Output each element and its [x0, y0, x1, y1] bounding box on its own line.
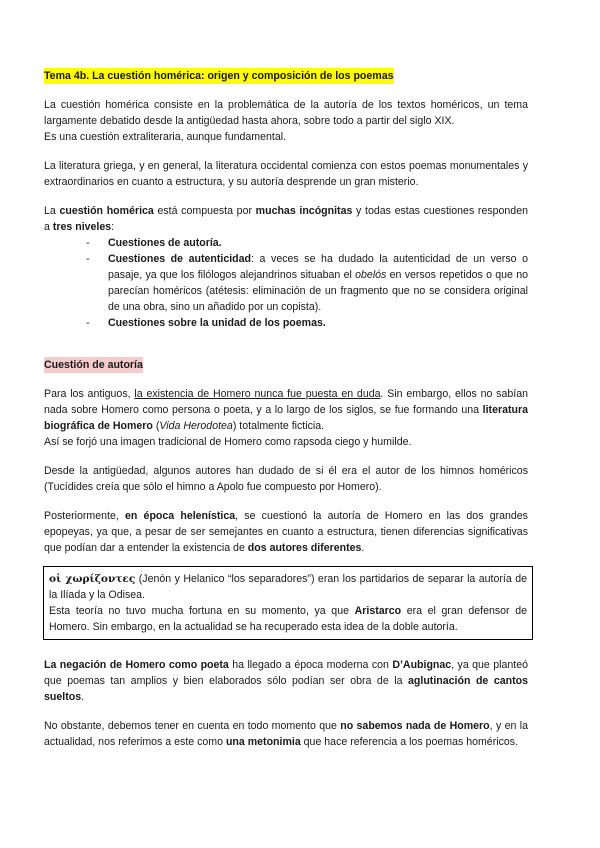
- text-run: que hace referencia a los poemas homéricos.: [300, 736, 519, 748]
- himnos-paragraph: Desde la antigüedad, algunos autores han dudado de si él era el autor de los himnos homéricos (Tucídides creía que sólo el himno a Apolo fue compuesto por Homero).: [44, 465, 528, 493]
- text-run: Esta teoría no tuvo mucha fortuna en su momento, ya que: [49, 605, 355, 617]
- italic-run: obelós: [355, 269, 387, 281]
- underlined-run: la existencia de Homero nunca fue puesta en duda: [134, 388, 381, 400]
- text-run: Así se forjó una imagen tradicional de Homero como rapsoda ciego y humilde.: [44, 436, 412, 448]
- text-run: . Sin embargo, ellos no sabían nada sobre Homero como persona o poeta, y a lo largo de los siglos, se fue formando una: [44, 388, 528, 416]
- list-item: [86, 315, 528, 331]
- bold-run: Aristarco: [354, 605, 402, 617]
- intro-line-1: La cuestión homérica consiste en la problemática de la autoría de los textos homéricos, un tema largamente debatido desde la antigüedad hasta ahora, sobre todo a partir del siglo XIX.: [44, 99, 528, 127]
- intro-paragraph: [44, 97, 528, 145]
- bold-run: aglutinación de cantos sueltos: [44, 675, 528, 703]
- page-title: Tema 4b. La cuestión homérica: origen y composición de los poemas: [44, 70, 394, 82]
- bold-run: una metonimia: [225, 736, 301, 748]
- title-line: [44, 68, 528, 84]
- intro-line-2: Es una cuestión extraliteraria, aunque fundamental.: [44, 131, 287, 143]
- separators-box: [43, 566, 533, 640]
- text-run: La: [44, 205, 60, 217]
- bold-run: dos autores diferentes: [247, 542, 362, 554]
- document-page: [44, 68, 528, 750]
- bold-run: Cuestiones de autenticidad: [108, 253, 252, 265]
- text-run: ha llegado a época moderna con: [228, 659, 393, 671]
- text-run: y todas estas cuestiones responden a: [44, 205, 528, 233]
- helenistica-paragraph: [44, 508, 528, 556]
- literature-paragraph: La literatura griega, y en general, la literatura occidental comienza con estos poemas monumentales y extraordinarios en cuanto a estructura, y su autoría desprende un gran misterio.: [44, 160, 528, 188]
- conclusion-paragraph: [44, 718, 528, 750]
- bold-run: en época helenística: [124, 510, 236, 522]
- bold-run: D’Aubignac: [392, 659, 452, 671]
- bold-run: literatura biográfica de Homero: [44, 404, 528, 432]
- bold-run: muchas incógnitas: [255, 205, 353, 217]
- text-run: (Jenón y Helanico “los separadores”) eran los partidarios de separar la autoría de la Ilíada y la Odisea.: [49, 573, 527, 601]
- bold-run: La negación de Homero como poeta: [44, 659, 229, 671]
- text-run: :: [111, 221, 115, 233]
- text-run: está compuesta por: [153, 205, 256, 217]
- antiguos-paragraph: [44, 386, 528, 450]
- italic-run: Vida Herodotea: [159, 420, 233, 432]
- text-run: No obstante, debemos tener en cuenta en todo momento que: [44, 720, 341, 732]
- text-run: , y en la actualidad, nos referimos a este como: [44, 720, 528, 748]
- section-heading: Cuestión de autoría: [44, 359, 143, 371]
- bold-run: Cuestiones sobre la unidad de los poemas.: [108, 317, 326, 329]
- bold-run: tres niveles: [52, 221, 112, 233]
- text-run: ) totalmente ficticia.: [232, 420, 325, 432]
- bold-run: Cuestiones de autoría.: [108, 237, 222, 249]
- text-run: .: [81, 691, 85, 703]
- greek-term: οἱ χωρίζοντες: [49, 573, 136, 585]
- bold-run: cuestión homérica: [59, 205, 154, 217]
- text-run: , se cuestionó la autoría de Homero en las dos grandes epopeyas, ya que, a pesar de ser semejantes en cuanto a estructura, tienen diferencias significativas que podían dar a entender la existencia de: [44, 510, 528, 554]
- questions-paragraph: [44, 203, 528, 235]
- bold-run: no sabemos nada de Homero: [340, 720, 490, 732]
- text-run: .: [361, 542, 365, 554]
- negacion-paragraph: [44, 657, 528, 705]
- box-paragraph: [49, 571, 527, 635]
- levels-list: [44, 235, 528, 331]
- text-run: era el gran defensor de Homero. Sin embargo, en la actualidad se ha recuperado esta idea de la doble autoría.: [49, 605, 527, 633]
- text-run: Posteriormente,: [44, 510, 125, 522]
- text-run: en versos repetidos o que no parecían homéricos (atétesis: eliminación de un fragmento que no se considera original de una obra, sino un añadido por un copista).: [108, 269, 528, 313]
- text-run: Para los antiguos,: [44, 388, 135, 400]
- list-item: [86, 251, 528, 315]
- section-heading-line: [44, 357, 528, 373]
- text-run: : a veces se ha dudado la autenticidad de un verso o pasaje, ya que los filólogos alejandrinos situaban el: [108, 253, 529, 281]
- text-run: (: [152, 420, 160, 432]
- text-run: , ya que planteó que poemas tan amplios y bien elaborados sólo podían ser obra de la: [44, 659, 528, 687]
- list-item: [86, 235, 528, 251]
